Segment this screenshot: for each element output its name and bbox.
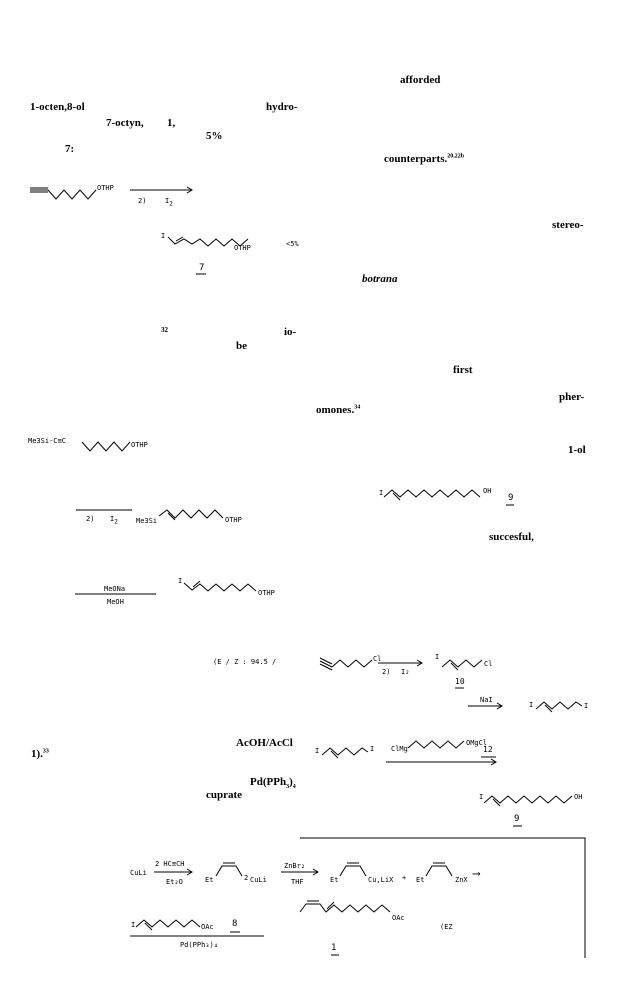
label-omgcl: OMgCl [466, 739, 488, 747]
label-et2o: Et₂O [166, 878, 183, 886]
chloro-alkyne-structure [320, 658, 372, 670]
label-meoh: MeOH [107, 598, 124, 606]
text-ref32: 32 [161, 326, 168, 334]
label-ez: (EZ [440, 923, 453, 931]
text-octyn: 7-octyn, [106, 117, 144, 129]
alkyne-thp-structure [30, 188, 96, 199]
label-othp4: OTHP [225, 516, 242, 524]
label-tms-vinyl: Me3Si [136, 517, 158, 525]
label-i2: $I_2$ [165, 197, 173, 208]
text-pd: $Pd(PPh_3)_4$ [250, 776, 296, 791]
text-omones: omones.$^{34}$ [316, 404, 361, 416]
vinylzinc-structure [426, 863, 452, 876]
label-et3: Et [416, 876, 425, 884]
label-cmpd9: 9 [508, 493, 514, 503]
label-plus: + [402, 874, 407, 882]
zinc-cuprate-structure [340, 863, 366, 876]
text-first: first [453, 364, 473, 376]
text-stereo: stereo- [552, 219, 584, 231]
text-hydro: hydro- [266, 101, 298, 113]
text-pher: pher- [559, 391, 585, 403]
label-hcch: 2 HC≡CH [155, 860, 185, 868]
label-othp2: OTHP [234, 244, 251, 252]
label-culi2: CuLi [250, 876, 267, 884]
label-step2c: 2) [382, 668, 391, 676]
diene-acetate-1-structure [300, 901, 390, 955]
label-tms-alkyne: Me3Si-C≡C [28, 437, 66, 445]
label-culix: Cu,LiX [368, 876, 394, 884]
cuprate-structure [216, 863, 242, 876]
text-botrana: botrana [362, 273, 398, 285]
label-znbr2: ZnBr₂ [284, 862, 306, 870]
label-iodo-i: I [161, 232, 166, 240]
text-io: io- [284, 326, 297, 338]
iodo-alcohol-9b-structure [484, 796, 572, 826]
diiodide-structure [536, 702, 582, 712]
text-five-pct: 5% [206, 130, 223, 142]
text-afforded: afforded [400, 74, 441, 86]
label-step2b: 2) [86, 515, 95, 523]
label-step2: 2) [138, 197, 147, 205]
scheme-box-frame [300, 838, 585, 958]
label-cl: Cl [373, 655, 382, 663]
text-be: be [236, 340, 247, 352]
label-oh: OH [483, 487, 492, 495]
label-cmpd10: 10 [455, 677, 465, 686]
label-znx: ZnX [455, 876, 468, 884]
label-iodo-i9: I [479, 793, 484, 801]
label-iodo-i7: I [315, 747, 320, 755]
text-acoh: AcOH/AcCl [236, 737, 293, 749]
text-one-ol: 1-ol [568, 444, 586, 456]
label-et2: Et [330, 876, 339, 884]
iodo-acetate-8-structure [136, 920, 240, 932]
label-othp: OTHP [97, 184, 114, 192]
label-iodo-i6: I [584, 702, 589, 710]
label-cmpd9b: 9 [514, 814, 520, 824]
diiodide-structure-2 [322, 748, 368, 758]
tms-vinyl-structure [159, 510, 223, 520]
text-octenol: 1-octen,8-ol [30, 101, 85, 113]
label-i2b: $I_2$ [110, 515, 118, 526]
label-i2c: I₂ [401, 668, 410, 676]
label-arrow: ⟶ [473, 867, 480, 880]
label-iodo-i4: I [435, 653, 440, 661]
label-two: 2 [244, 874, 249, 882]
text-cuprate: cuprate [206, 789, 243, 801]
iodo-alcohol-9-structure [384, 490, 514, 505]
label-iodo-i5: I [529, 701, 534, 709]
label-iodo-i10: I [131, 921, 136, 929]
label-othp5: OTHP [258, 589, 275, 597]
label-et: Et [205, 876, 214, 884]
text-one-paren: 1).$^{33}$ [31, 748, 49, 760]
label-iodo-i3: I [379, 489, 384, 497]
label-cmpd8: 8 [232, 919, 238, 929]
text-seven-colon: 7: [65, 143, 75, 155]
label-ez-ratio: (E / Z : 94.5 / [213, 658, 277, 666]
vinyl-iodide-7-structure [168, 237, 248, 274]
text-one: 1, [167, 117, 176, 129]
label-cl2: Cl [484, 660, 493, 668]
label-oac2: OAc [392, 914, 405, 922]
label-iodo-i8: I [370, 745, 375, 753]
label-oh2: OH [574, 793, 583, 801]
text-counterparts: counterparts.$^{20,22b}$ [384, 153, 465, 165]
label-pdpph: Pd(PPh₃)₄ [180, 941, 218, 949]
label-cmpd12: 12 [483, 745, 493, 754]
label-thf: THF [291, 878, 304, 886]
label-lt5: <5% [286, 240, 299, 248]
label-meona: MeONa [104, 585, 126, 593]
vinyl-iodide-thp-structure [184, 581, 256, 591]
label-cmpd1: 1 [331, 943, 337, 953]
text-succesful: succesful, [489, 531, 534, 543]
tms-alkyne-structure [82, 442, 130, 451]
label-clmg: ClMg [391, 745, 408, 753]
label-oac: OAc [201, 923, 214, 931]
label-iodo-i2: I [178, 577, 183, 585]
label-cmpd7: 7 [199, 263, 205, 273]
label-culi: CuLi [130, 869, 147, 877]
label-nai: NaI [480, 696, 493, 704]
label-othp3: OTHP [131, 441, 148, 449]
